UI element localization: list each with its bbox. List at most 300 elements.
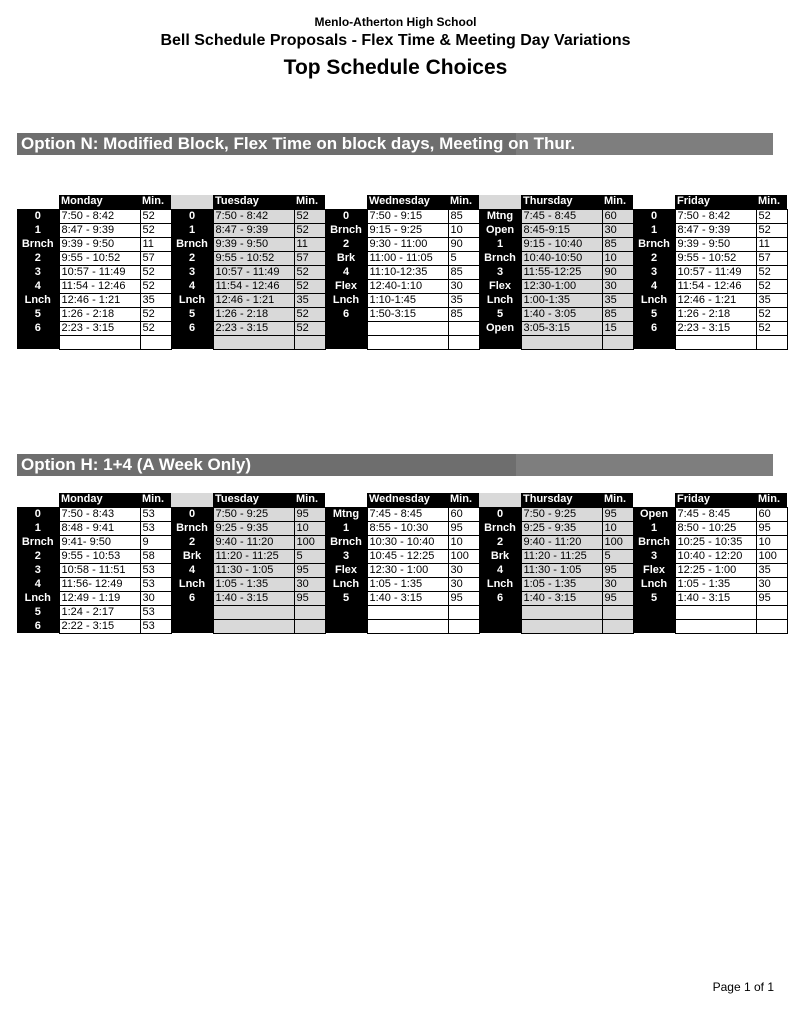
period-label: 4 <box>171 563 213 577</box>
schedule-row <box>17 251 787 265</box>
period-label: Brnch <box>633 535 675 549</box>
period-header-blank <box>479 493 521 507</box>
minutes-value: 52 <box>140 223 171 237</box>
minutes-header: Min. <box>294 195 325 209</box>
time-range: 7:50 - 8:43 <box>59 507 140 521</box>
period-label: Flex <box>325 279 367 293</box>
minutes-value <box>756 605 787 619</box>
time-range: 7:50 - 9:25 <box>213 507 294 521</box>
minutes-value <box>294 619 325 633</box>
minutes-value: 85 <box>448 265 479 279</box>
period-label: Lnch <box>479 293 521 307</box>
minutes-value: 5 <box>448 251 479 265</box>
minutes-value: 85 <box>602 307 633 321</box>
time-range: 9:55 - 10:52 <box>675 251 756 265</box>
period-label <box>633 619 675 633</box>
schedule-row <box>17 223 787 237</box>
period-header-blank <box>633 493 675 507</box>
period-label: 6 <box>479 591 521 605</box>
day-name: Thursday <box>521 195 602 209</box>
option-h-schedule-table <box>17 493 788 634</box>
time-range: 10:57 - 11:49 <box>675 265 756 279</box>
minutes-value: 95 <box>602 507 633 521</box>
period-label: 6 <box>325 307 367 321</box>
time-range: 8:45-9:15 <box>521 223 602 237</box>
time-range: 12:30-1:00 <box>521 279 602 293</box>
minutes-value: 95 <box>448 521 479 535</box>
minutes-value: 10 <box>602 521 633 535</box>
time-range <box>59 335 140 349</box>
day-name: Monday <box>59 195 140 209</box>
schedule-row <box>17 237 787 251</box>
minutes-header: Min. <box>602 493 633 507</box>
time-range: 12:40-1:10 <box>367 279 448 293</box>
minutes-value: 95 <box>294 591 325 605</box>
time-range: 9:15 - 9:25 <box>367 223 448 237</box>
minutes-value: 52 <box>294 307 325 321</box>
day-name: Friday <box>675 195 756 209</box>
minutes-value: 53 <box>140 619 171 633</box>
minutes-value: 95 <box>602 563 633 577</box>
period-label: 1 <box>633 223 675 237</box>
period-label: 2 <box>325 237 367 251</box>
period-label: 5 <box>17 307 59 321</box>
minutes-value <box>448 321 479 335</box>
minutes-value: 52 <box>140 279 171 293</box>
minutes-value: 57 <box>294 251 325 265</box>
minutes-value: 11 <box>140 237 171 251</box>
minutes-value: 52 <box>294 223 325 237</box>
minutes-value <box>448 619 479 633</box>
minutes-header: Min. <box>140 493 171 507</box>
time-range <box>213 335 294 349</box>
time-range: 10:58 - 11:51 <box>59 563 140 577</box>
minutes-value: 57 <box>756 251 787 265</box>
time-range: 11:56- 12:49 <box>59 577 140 591</box>
minutes-value: 30 <box>294 577 325 591</box>
minutes-value: 15 <box>602 321 633 335</box>
time-range: 10:40 - 12:20 <box>675 549 756 563</box>
time-range: 11:10-12:35 <box>367 265 448 279</box>
time-range: 12:25 - 1:00 <box>675 563 756 577</box>
schedule-row <box>17 279 787 293</box>
option-n-title: Option N: Modified Block, Flex Time on block days, Meeting on Thur. <box>17 133 773 155</box>
time-range: 12:46 - 1:21 <box>675 293 756 307</box>
time-range: 11:54 - 12:46 <box>675 279 756 293</box>
period-label: 6 <box>633 321 675 335</box>
period-label: 1 <box>633 521 675 535</box>
minutes-value: 53 <box>140 605 171 619</box>
period-label: 0 <box>479 507 521 521</box>
period-label <box>479 619 521 633</box>
time-range <box>367 335 448 349</box>
minutes-value <box>756 619 787 633</box>
time-range: 10:30 - 10:40 <box>367 535 448 549</box>
minutes-value: 11 <box>756 237 787 251</box>
time-range <box>521 605 602 619</box>
period-label: 5 <box>479 307 521 321</box>
schedule-row <box>17 591 787 605</box>
period-label <box>633 605 675 619</box>
time-range: 11:00 - 11:05 <box>367 251 448 265</box>
time-range <box>521 619 602 633</box>
period-label: Lnch <box>325 293 367 307</box>
period-label: 4 <box>17 279 59 293</box>
time-range: 2:23 - 3:15 <box>213 321 294 335</box>
time-range: 8:47 - 9:39 <box>675 223 756 237</box>
minutes-value: 5 <box>294 549 325 563</box>
period-label: Brk <box>325 251 367 265</box>
period-label <box>171 335 213 349</box>
period-label: 0 <box>171 209 213 223</box>
time-range: 2:23 - 3:15 <box>675 321 756 335</box>
period-label: 0 <box>633 209 675 223</box>
minutes-value: 52 <box>756 209 787 223</box>
time-range: 11:30 - 1:05 <box>521 563 602 577</box>
minutes-value: 52 <box>756 307 787 321</box>
day-name: Wednesday <box>367 195 448 209</box>
time-range <box>521 335 602 349</box>
period-header-blank <box>325 195 367 209</box>
period-label: Mtng <box>325 507 367 521</box>
minutes-value: 85 <box>448 307 479 321</box>
minutes-header: Min. <box>448 493 479 507</box>
document-title: Top Schedule Choices <box>283 56 508 79</box>
schedule-row <box>17 549 787 563</box>
period-label: Brnch <box>479 251 521 265</box>
minutes-value <box>602 619 633 633</box>
time-range: 9:39 - 9:50 <box>213 237 294 251</box>
schedule-row <box>17 563 787 577</box>
period-label: 6 <box>17 321 59 335</box>
time-range: 10:45 - 12:25 <box>367 549 448 563</box>
time-range: 1:40 - 3:15 <box>675 591 756 605</box>
period-header-blank <box>17 195 59 209</box>
time-range: 7:50 - 8:42 <box>675 209 756 223</box>
minutes-value: 30 <box>448 279 479 293</box>
period-label: 6 <box>171 321 213 335</box>
minutes-value: 100 <box>448 549 479 563</box>
minutes-value: 30 <box>448 563 479 577</box>
minutes-value: 100 <box>756 549 787 563</box>
schedule-row <box>17 265 787 279</box>
period-label: 1 <box>171 223 213 237</box>
time-range: 7:50 - 8:42 <box>59 209 140 223</box>
time-range: 7:50 - 9:15 <box>367 209 448 223</box>
period-label: 3 <box>17 563 59 577</box>
schedule-row <box>17 507 787 521</box>
time-range: 7:45 - 8:45 <box>367 507 448 521</box>
day-name: Tuesday <box>213 195 294 209</box>
time-range: 9:25 - 9:35 <box>213 521 294 535</box>
period-label <box>171 619 213 633</box>
page-number: Page 1 of 1 <box>712 980 774 994</box>
time-range: 11:55-12:25 <box>521 265 602 279</box>
minutes-value: 11 <box>294 237 325 251</box>
period-label <box>325 605 367 619</box>
minutes-value: 85 <box>602 237 633 251</box>
time-range: 12:46 - 1:21 <box>213 293 294 307</box>
period-label: Open <box>479 223 521 237</box>
period-label: Flex <box>325 563 367 577</box>
period-label: 3 <box>171 265 213 279</box>
time-range: 2:22 - 3:15 <box>59 619 140 633</box>
minutes-header: Min. <box>448 195 479 209</box>
time-range: 9:15 - 10:40 <box>521 237 602 251</box>
minutes-value: 52 <box>294 209 325 223</box>
period-label <box>479 335 521 349</box>
time-range: 7:50 - 9:25 <box>521 507 602 521</box>
minutes-value: 100 <box>602 535 633 549</box>
document-subtitle: Bell Schedule Proposals - Flex Time & Meeting Day Variations <box>160 32 631 49</box>
time-range: 7:50 - 8:42 <box>213 209 294 223</box>
minutes-value: 30 <box>602 223 633 237</box>
minutes-value <box>294 605 325 619</box>
time-range: 10:57 - 11:49 <box>59 265 140 279</box>
time-range: 11:54 - 12:46 <box>213 279 294 293</box>
minutes-value: 35 <box>294 293 325 307</box>
time-range <box>675 619 756 633</box>
minutes-value: 53 <box>140 577 171 591</box>
period-label: 0 <box>325 209 367 223</box>
period-header-blank <box>17 493 59 507</box>
minutes-value: 95 <box>756 591 787 605</box>
time-range <box>367 619 448 633</box>
time-range: 12:30 - 1:00 <box>367 563 448 577</box>
period-label: Mtng <box>479 209 521 223</box>
period-label: Brk <box>171 549 213 563</box>
time-range: 1:40 - 3:05 <box>521 307 602 321</box>
schedule-row <box>17 605 787 619</box>
period-label: 0 <box>171 507 213 521</box>
day-name: Wednesday <box>367 493 448 507</box>
option-n-schedule-table <box>17 195 788 350</box>
schedule-row <box>17 307 787 321</box>
period-label: Brnch <box>325 535 367 549</box>
time-range: 1:40 - 3:15 <box>521 591 602 605</box>
minutes-value: 53 <box>140 507 171 521</box>
time-range: 8:47 - 9:39 <box>213 223 294 237</box>
period-label <box>633 335 675 349</box>
minutes-value: 52 <box>294 265 325 279</box>
minutes-value: 30 <box>602 577 633 591</box>
minutes-value: 90 <box>602 265 633 279</box>
minutes-value: 52 <box>140 307 171 321</box>
minutes-value: 35 <box>602 293 633 307</box>
minutes-header: Min. <box>140 195 171 209</box>
time-range: 9:40 - 11:20 <box>521 535 602 549</box>
period-label: 1 <box>17 223 59 237</box>
period-label: Lnch <box>171 293 213 307</box>
period-label: Brnch <box>325 223 367 237</box>
period-label: 2 <box>479 535 521 549</box>
minutes-value <box>448 335 479 349</box>
minutes-value: 95 <box>448 591 479 605</box>
minutes-value: 60 <box>448 507 479 521</box>
period-label: Brnch <box>17 237 59 251</box>
period-label: Brnch <box>171 521 213 535</box>
minutes-value: 30 <box>448 577 479 591</box>
period-label: 5 <box>325 591 367 605</box>
minutes-value: 53 <box>140 521 171 535</box>
period-label <box>17 335 59 349</box>
time-range: 8:55 - 10:30 <box>367 521 448 535</box>
minutes-value: 52 <box>140 209 171 223</box>
minutes-value <box>602 335 633 349</box>
period-label: 1 <box>479 237 521 251</box>
minutes-value <box>448 605 479 619</box>
time-range: 1:26 - 2:18 <box>59 307 140 321</box>
minutes-header: Min. <box>294 493 325 507</box>
period-label: 5 <box>17 605 59 619</box>
period-label: Lnch <box>325 577 367 591</box>
minutes-value: 52 <box>756 223 787 237</box>
schedule-row <box>17 521 787 535</box>
schedule-row <box>17 293 787 307</box>
minutes-value: 85 <box>448 209 479 223</box>
time-range: 10:40-10:50 <box>521 251 602 265</box>
minutes-value: 35 <box>756 563 787 577</box>
period-label: 5 <box>171 307 213 321</box>
time-range <box>675 605 756 619</box>
time-range: 12:46 - 1:21 <box>59 293 140 307</box>
period-header-blank <box>633 195 675 209</box>
time-range: 1:24 - 2:17 <box>59 605 140 619</box>
minutes-value: 52 <box>140 321 171 335</box>
minutes-value: 95 <box>602 591 633 605</box>
minutes-header: Min. <box>602 195 633 209</box>
time-range: 1:26 - 2:18 <box>213 307 294 321</box>
period-label <box>325 335 367 349</box>
time-range <box>367 605 448 619</box>
time-range: 9:39 - 9:50 <box>59 237 140 251</box>
day-header-row <box>17 493 787 507</box>
minutes-value: 52 <box>294 279 325 293</box>
minutes-value: 10 <box>448 223 479 237</box>
minutes-value: 10 <box>448 535 479 549</box>
minutes-value: 95 <box>756 521 787 535</box>
time-range: 7:45 - 8:45 <box>521 209 602 223</box>
time-range: 1:05 - 1:35 <box>521 577 602 591</box>
minutes-value: 58 <box>140 549 171 563</box>
period-label: 2 <box>633 251 675 265</box>
time-range: 9:39 - 9:50 <box>675 237 756 251</box>
period-label: 4 <box>633 279 675 293</box>
time-range: 7:45 - 8:45 <box>675 507 756 521</box>
period-label: Flex <box>479 279 521 293</box>
time-range: 2:23 - 3:15 <box>59 321 140 335</box>
time-range <box>367 321 448 335</box>
minutes-value: 10 <box>602 251 633 265</box>
period-label: Brnch <box>17 535 59 549</box>
minutes-value: 35 <box>140 293 171 307</box>
time-range: 1:00-1:35 <box>521 293 602 307</box>
schedule-row <box>17 321 787 335</box>
minutes-value: 95 <box>294 507 325 521</box>
period-label: 2 <box>171 535 213 549</box>
minutes-value: 35 <box>448 293 479 307</box>
minutes-header: Min. <box>756 195 787 209</box>
time-range: 8:50 - 10:25 <box>675 521 756 535</box>
period-label <box>479 605 521 619</box>
period-label: Flex <box>633 563 675 577</box>
minutes-value <box>756 335 787 349</box>
period-label: 3 <box>479 265 521 279</box>
minutes-value: 30 <box>756 577 787 591</box>
period-label: 5 <box>633 591 675 605</box>
period-label: 4 <box>17 577 59 591</box>
minutes-value: 60 <box>756 507 787 521</box>
schedule-row <box>17 335 787 349</box>
time-range: 1:40 - 3:15 <box>367 591 448 605</box>
day-name: Thursday <box>521 493 602 507</box>
time-range: 8:47 - 9:39 <box>59 223 140 237</box>
minutes-value: 52 <box>294 321 325 335</box>
period-label <box>171 605 213 619</box>
school-name: Menlo-Atherton High School <box>314 15 477 29</box>
period-label: Lnch <box>17 293 59 307</box>
day-name: Friday <box>675 493 756 507</box>
period-label: 4 <box>479 563 521 577</box>
period-label: 0 <box>17 507 59 521</box>
period-label: Brk <box>479 549 521 563</box>
minutes-value: 35 <box>756 293 787 307</box>
time-range: 1:26 - 2:18 <box>675 307 756 321</box>
time-range: 9:30 - 11:00 <box>367 237 448 251</box>
option-h-title: Option H: 1+4 (A Week Only) <box>17 454 773 476</box>
time-range: 11:20 - 11:25 <box>213 549 294 563</box>
period-label: 6 <box>171 591 213 605</box>
period-label: 1 <box>17 521 59 535</box>
time-range <box>213 619 294 633</box>
minutes-value: 5 <box>602 549 633 563</box>
time-range: 10:25 - 10:35 <box>675 535 756 549</box>
time-range: 1:40 - 3:15 <box>213 591 294 605</box>
minutes-value: 57 <box>140 251 171 265</box>
minutes-value: 30 <box>140 591 171 605</box>
schedule-row <box>17 577 787 591</box>
period-label: Lnch <box>479 577 521 591</box>
period-label: 2 <box>17 251 59 265</box>
minutes-value: 30 <box>602 279 633 293</box>
period-label: 3 <box>633 265 675 279</box>
period-label: 3 <box>17 265 59 279</box>
minutes-value <box>294 335 325 349</box>
time-range: 11:30 - 1:05 <box>213 563 294 577</box>
time-range: 9:55 - 10:52 <box>213 251 294 265</box>
period-header-blank <box>171 195 213 209</box>
period-label: 6 <box>17 619 59 633</box>
period-label <box>325 619 367 633</box>
period-label: 4 <box>325 265 367 279</box>
time-range <box>213 605 294 619</box>
period-label: 5 <box>633 307 675 321</box>
period-label: Brnch <box>633 237 675 251</box>
time-range: 9:40 - 11:20 <box>213 535 294 549</box>
period-label: 1 <box>325 521 367 535</box>
period-label: 2 <box>171 251 213 265</box>
time-range: 9:55 - 10:53 <box>59 549 140 563</box>
minutes-value: 53 <box>140 563 171 577</box>
period-label: Open <box>479 321 521 335</box>
period-label <box>325 321 367 335</box>
time-range: 9:55 - 10:52 <box>59 251 140 265</box>
schedule-row <box>17 535 787 549</box>
time-range: 10:57 - 11:49 <box>213 265 294 279</box>
time-range: 11:54 - 12:46 <box>59 279 140 293</box>
period-label: Lnch <box>171 577 213 591</box>
time-range: 9:25 - 9:35 <box>521 521 602 535</box>
